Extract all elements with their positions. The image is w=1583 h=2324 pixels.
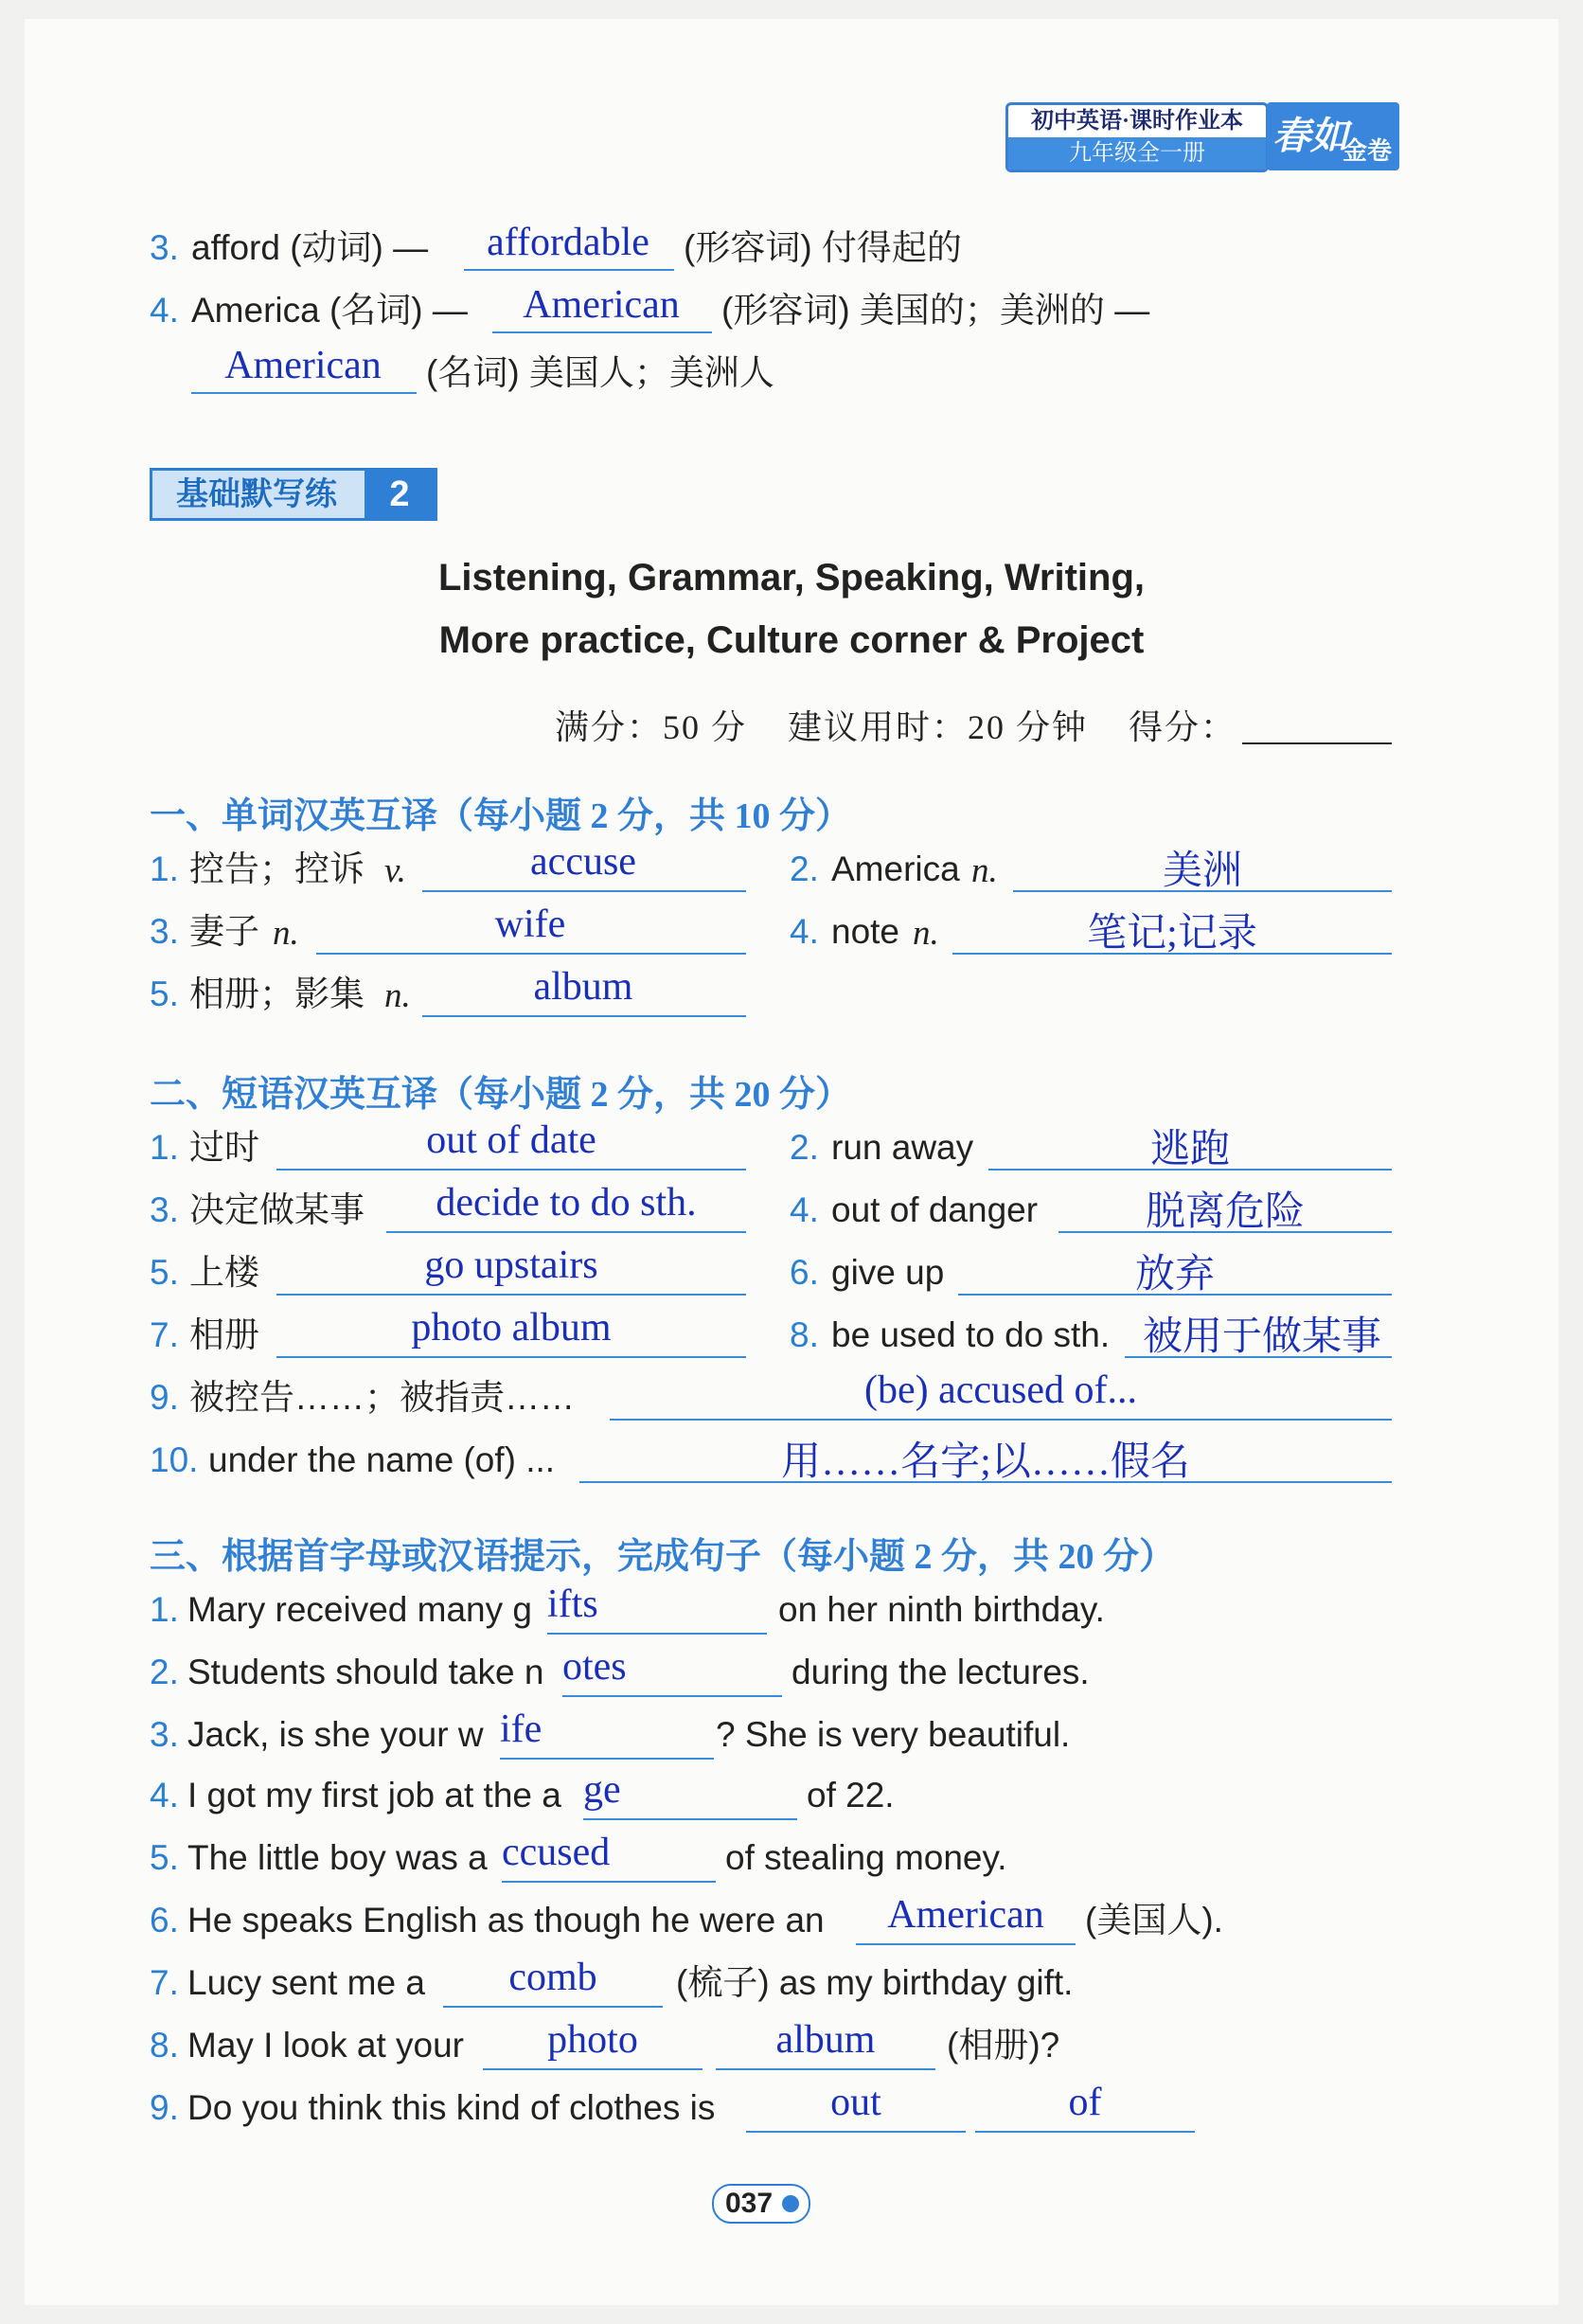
answer-line — [610, 1419, 1392, 1421]
answer-line — [1058, 1231, 1392, 1233]
item-prompt: 相册 — [189, 1315, 259, 1354]
word-form-suffix: (形容词) 美国的；美洲的 — — [721, 291, 1150, 330]
sentence-start: I got my first job at the a — [187, 1776, 561, 1815]
item-number: 10. — [150, 1440, 199, 1479]
item-number: 9. — [150, 2088, 179, 2127]
item-number: 9. — [150, 1378, 179, 1417]
part-of-speech: n. — [971, 851, 998, 890]
item-answer: 放弃 — [1134, 1253, 1215, 1296]
item-answer: photo — [547, 2018, 638, 2062]
sentence-end: of 22. — [807, 1776, 895, 1815]
section3-title: 三、根据首字母或汉语提示，完成句子（每小题 2 分，共 20 分） — [150, 1537, 1176, 1577]
item-number: 6. — [150, 1901, 179, 1940]
dot-icon — [782, 2195, 799, 2212]
answer-line — [958, 1294, 1392, 1296]
section1-title: 一、单词汉英互译（每小题 2 分，共 10 分） — [150, 796, 852, 836]
sentence-start: The little boy was a — [187, 1838, 488, 1877]
item-number: 2. — [790, 849, 819, 888]
sentence-start: Mary received many g — [187, 1590, 532, 1629]
item-number: 3. — [150, 1715, 179, 1754]
item-answer: album — [533, 965, 633, 1009]
item-number: 1. — [150, 849, 179, 888]
item-number: 2. — [150, 1653, 179, 1691]
item-number: 4. — [790, 1190, 819, 1229]
answer-line — [464, 269, 674, 271]
answer-line — [483, 2068, 703, 2070]
item-answer: out of date — [426, 1118, 596, 1162]
answer-line — [1125, 1356, 1392, 1358]
answer-line — [386, 1231, 746, 1233]
part-of-speech: n. — [913, 914, 939, 953]
page-number: 037 — [725, 2188, 774, 2219]
sentence-end: ? She is very beautiful. — [716, 1715, 1071, 1754]
item-answer: ife — [500, 1707, 542, 1751]
brand-sub: 金卷 — [1342, 136, 1392, 165]
word-form-suffix: (名词) 美国人；美洲人 — [426, 353, 774, 392]
sentence-end: (梳子) as my birthday gift. — [676, 1963, 1074, 2002]
answer-line — [422, 890, 746, 892]
sentence-end: (美国人). — [1085, 1901, 1223, 1940]
answer-line — [952, 953, 1392, 955]
item-answer: ccused — [502, 1831, 611, 1874]
page-number-badge — [712, 2184, 810, 2224]
item-answer: 笔记;记录 — [1087, 912, 1257, 956]
item-answer-2: of — [1068, 2081, 1102, 2124]
unit-title-line2: More practice, Culture corner & Project — [438, 619, 1145, 661]
word-form-suffix: (形容词) 付得起的 — [684, 228, 962, 267]
answer-line — [492, 331, 712, 333]
item-prompt: America — [831, 849, 960, 888]
series-badge — [1005, 102, 1269, 172]
item-number: 3. — [150, 1190, 179, 1229]
exercise-title: 基础默写练 — [176, 476, 337, 512]
sentence-end: of stealing money. — [725, 1838, 1007, 1877]
item-number: 1. — [150, 1128, 179, 1167]
item-number: 4. — [790, 912, 819, 951]
answer-line — [579, 1481, 1392, 1483]
item-answer: 美洲 — [1162, 849, 1242, 893]
brand-logo — [1267, 102, 1399, 170]
item-answer: out — [830, 2081, 881, 2124]
answer-line — [422, 1015, 746, 1017]
item-answer: 脱离危险 — [1145, 1190, 1305, 1234]
answer-line — [716, 2068, 935, 2070]
item-prompt: give up — [831, 1253, 945, 1292]
answer-line — [1013, 890, 1392, 892]
item-answer: 用……名字;以……假名 — [781, 1440, 1190, 1484]
item-answer: 被用于做某事 — [1142, 1315, 1381, 1359]
part-of-speech: v. — [384, 851, 406, 890]
item-number: 5. — [150, 974, 179, 1013]
item-prompt: run away — [831, 1128, 974, 1167]
item-prompt: 相册；影集 — [189, 974, 365, 1013]
answer-line — [316, 953, 746, 955]
item-number: 1. — [150, 1590, 179, 1629]
answer-line — [276, 1294, 746, 1296]
sentence-start: May I look at your — [187, 2026, 465, 2065]
item-number: 4. — [150, 1776, 179, 1815]
part-of-speech: n. — [273, 914, 299, 953]
answer-line — [276, 1169, 746, 1171]
answer-line — [988, 1169, 1392, 1171]
item-number: 3. — [150, 228, 179, 267]
section2-title: 二、短语汉英互译（每小题 2 分，共 20 分） — [150, 1075, 852, 1115]
item-number: 5. — [150, 1838, 179, 1877]
answer-line — [975, 2131, 1195, 2133]
answer-line — [500, 1758, 714, 1760]
part-of-speech: n. — [384, 976, 411, 1015]
item-number: 2. — [790, 1128, 819, 1167]
item-number: 5. — [150, 1253, 179, 1292]
item-answer: comb — [508, 1956, 597, 1999]
word-form-prompt: afford (动词) — — [191, 228, 429, 267]
item-prompt: note — [831, 912, 900, 951]
word-form-answer: American — [523, 283, 680, 327]
item-answer: 逃跑 — [1149, 1128, 1230, 1171]
full-score: 满分：50 分 — [555, 708, 748, 746]
item-number: 7. — [150, 1315, 179, 1354]
item-answer: ge — [583, 1768, 621, 1812]
series-title: 初中英语·课时作业本 — [1030, 109, 1243, 134]
grade-label: 九年级全一册 — [1008, 137, 1266, 170]
sentence-start: He speaks English as though he were an — [187, 1901, 825, 1940]
brand-name: 春如 — [1272, 115, 1348, 157]
item-prompt: out of danger — [831, 1190, 1039, 1229]
item-answer: decide to do sth. — [436, 1181, 697, 1225]
item-answer: ifts — [547, 1582, 598, 1626]
sentence-end: on her ninth birthday. — [778, 1590, 1105, 1629]
sentence-start: Jack, is she your w — [187, 1715, 484, 1754]
item-prompt: 妻子 — [189, 912, 259, 951]
item-answer: American — [887, 1893, 1044, 1937]
sentence-start: Lucy sent me a — [187, 1963, 425, 2002]
answer-line — [746, 2131, 966, 2133]
item-answer: accuse — [530, 840, 636, 884]
answer-line — [276, 1356, 746, 1358]
item-number: 6. — [790, 1253, 819, 1292]
item-prompt: 控告；控诉 — [189, 849, 365, 888]
answer-line — [856, 1943, 1076, 1945]
item-answer: photo album — [411, 1306, 612, 1350]
item-prompt: 决定做某事 — [189, 1190, 365, 1229]
word-form-answer: affordable — [487, 221, 649, 264]
item-number: 4. — [150, 291, 179, 330]
score-line — [1242, 742, 1392, 744]
word-form-answer: American — [224, 344, 382, 387]
item-number: 7. — [150, 1963, 179, 2002]
item-answer: go upstairs — [424, 1243, 598, 1287]
exercise-label — [150, 468, 437, 521]
item-prompt: 过时 — [189, 1128, 259, 1167]
answer-line — [547, 1633, 767, 1635]
item-number: 3. — [150, 912, 179, 951]
answer-line — [443, 2006, 663, 2008]
answer-line — [502, 1881, 716, 1883]
item-prompt: under the name (of) ... — [208, 1440, 556, 1479]
item-prompt: 上楼 — [189, 1253, 259, 1292]
sentence-start: Students should take n — [187, 1653, 544, 1691]
item-prompt: 被控告……；被指责…… — [189, 1378, 575, 1417]
item-number: 8. — [150, 2026, 179, 2065]
item-prompt: be used to do sth. — [831, 1315, 1111, 1354]
exercise-number: 2 — [365, 471, 435, 518]
sentence-end: during the lectures. — [792, 1653, 1090, 1691]
item-answer: (be) accused of... — [863, 1368, 1137, 1412]
unit-title-line1: Listening, Grammar, Speaking, Writing, — [437, 557, 1146, 599]
suggested-time: 建议用时：20 分钟 — [788, 708, 1089, 746]
answer-line — [583, 1818, 797, 1820]
answer-line — [191, 392, 417, 394]
sentence-start: Do you think this kind of clothes is — [187, 2088, 716, 2127]
answer-line — [562, 1695, 782, 1697]
item-answer-2: album — [775, 2018, 876, 2062]
sentence-end: (相册)? — [947, 2026, 1060, 2065]
item-answer: otes — [562, 1645, 627, 1689]
item-number: 8. — [790, 1315, 819, 1354]
word-form-prompt: America (名词) — — [191, 291, 468, 330]
item-answer: wife — [494, 903, 566, 946]
score-label: 得分： — [1129, 708, 1237, 746]
